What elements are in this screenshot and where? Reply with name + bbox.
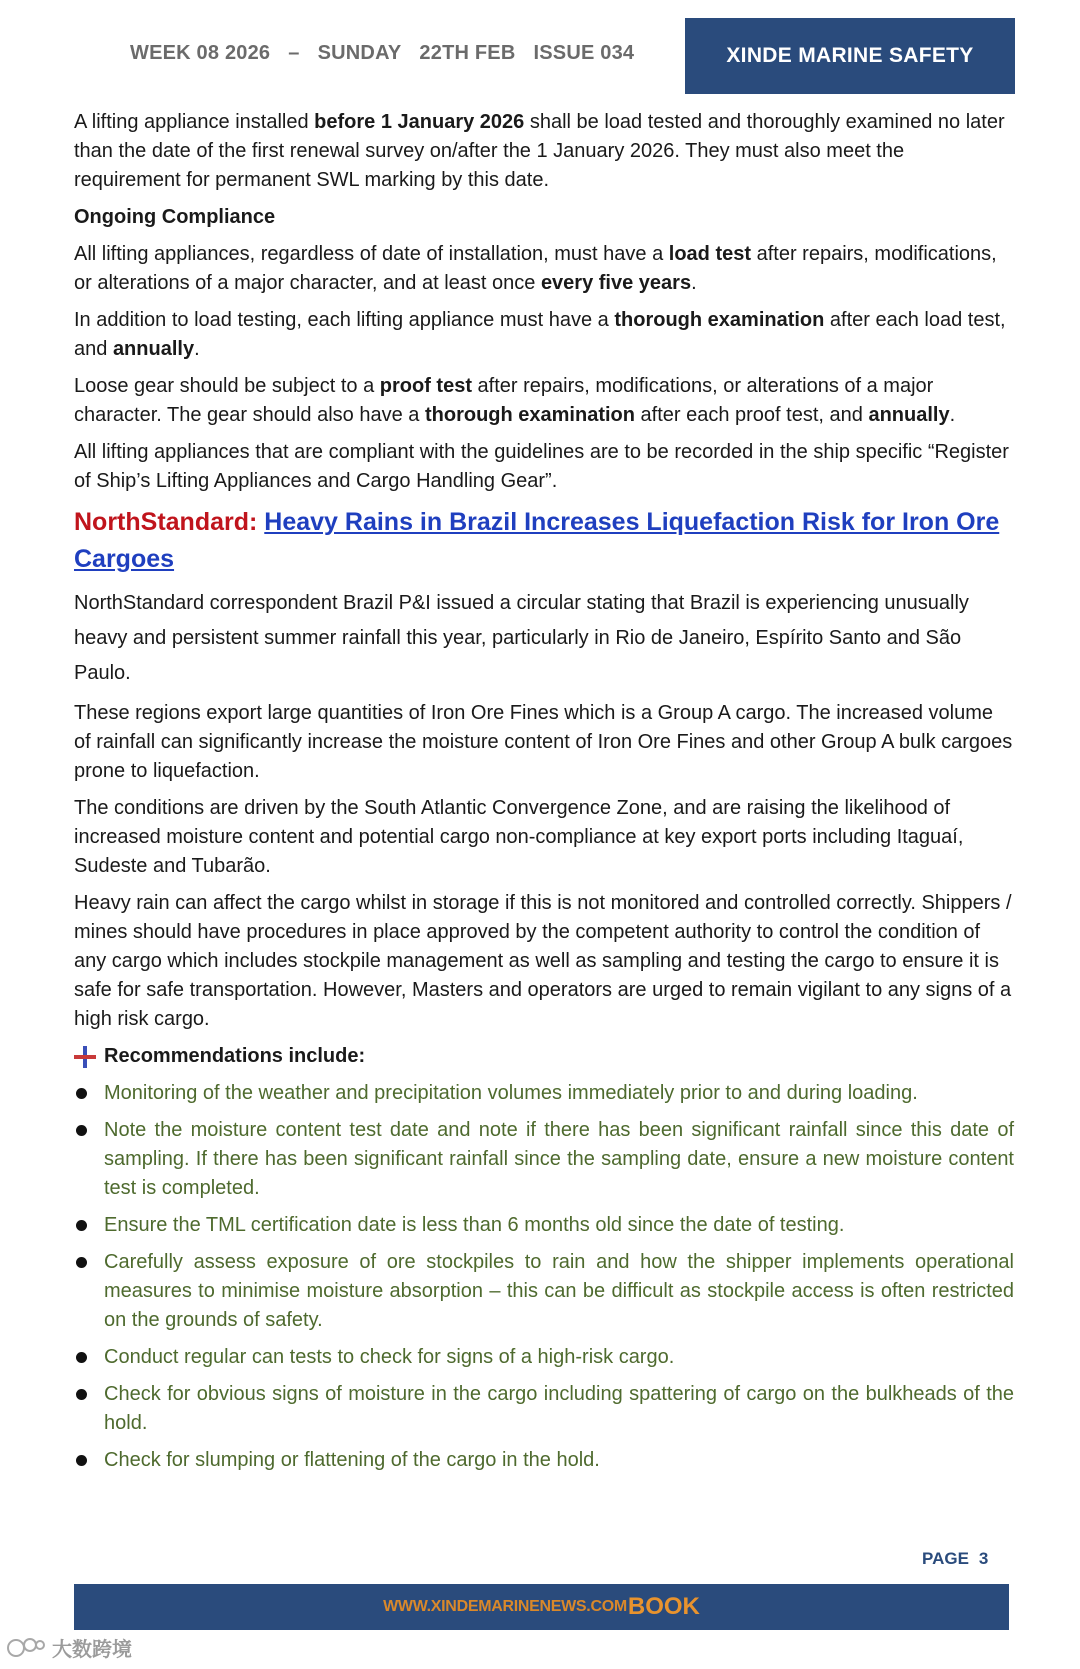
page-content	[74, 108, 1014, 1483]
page-number	[922, 1549, 988, 1569]
list-item: Ensure the TML certification date is less than 6 months old since the date of testing.	[74, 1211, 1014, 1240]
footer-url-link[interactable]: WWW.XINDEMARINENEWS.COM	[383, 1598, 627, 1615]
footer-bar	[74, 1584, 1009, 1630]
register-paragraph: All lifting appliances that are compliant with the guidelines are to be recorded in the ship specific “Register of Ship’s Lifting Appliances and Cargo Handling Gear”.	[74, 441, 1009, 492]
article-paragraph-4: Heavy rain can affect the cargo whilst in storage if this is not monitored and controlled correctly. Shippers / mines should have procedures in place approved by the competent authority to control the condition of any cargo which includes stockpile management as well as sampling and testing the cargo to ensure it is safe for safe transportation. However, Masters and operators are urged to remain vigilant to any signs of a high risk cargo.	[74, 892, 1012, 1030]
page-label: PAGE	[922, 1549, 969, 1568]
page-value: 3	[978, 1549, 989, 1568]
brand-banner	[685, 18, 1015, 94]
list-item: Conduct regular can tests to check for signs of a high-risk cargo.	[74, 1343, 1014, 1372]
bullet-icon	[76, 1125, 87, 1136]
date-label: 22TH FEB	[419, 42, 516, 64]
watermark-text: 大数跨境	[52, 1639, 132, 1661]
bullet-icon	[76, 1389, 87, 1400]
list-item: Monitoring of the weather and precipitation volumes immediately prior to and during loading.	[74, 1079, 1014, 1108]
article-paragraph-2: These regions export large quantities of Iron Ore Fines which is a Group A cargo. The increased volume of rainfall can significantly increase the moisture content of Iron Ore Fines and other Group A bulk cargoes prone to liquefaction.	[74, 702, 1013, 782]
list-item: Note the moisture content test date and note if there has been significant rainfall since this date of sampling. If there has been significant rainfall since the sampling date, ensure a new moisture content test is completed.	[74, 1116, 1014, 1203]
bullet-icon	[76, 1257, 87, 1268]
bullet-icon	[76, 1088, 87, 1099]
bullet-icon	[76, 1352, 87, 1363]
bullet-icon	[76, 1220, 87, 1231]
article-title	[74, 504, 1014, 578]
cross-arrow-icon	[74, 1046, 96, 1068]
article-paragraph-3: The conditions are driven by the South Atlantic Convergence Zone, and are raising the likelihood of increased moisture content and potential cargo non-compliance at key export ports including Itaguaí, Sudeste and Tubarão.	[74, 797, 964, 877]
recommendations-list	[74, 1079, 1014, 1475]
watermark-logo-icon	[6, 1635, 46, 1661]
loose-gear-paragraph: Loose gear should be subject to a proof test after repairs, modifications, or alterations of a major character. The gear should also have a thorough examination after each proof test, and annually.	[74, 375, 956, 426]
bullet-icon	[76, 1455, 87, 1466]
watermark	[6, 1633, 132, 1662]
list-item: Check for obvious signs of moisture in the cargo including spattering of cargo on the bulkheads of the hold.	[74, 1380, 1014, 1438]
examination-paragraph: In addition to load testing, each lifting appliance must have a thorough examination after each load test, and annually.	[74, 309, 1006, 360]
article-source: NorthStandard:	[74, 508, 258, 536]
article-paragraph-1: NorthStandard correspondent Brazil P&I issued a circular stating that Brazil is experiencing unusually heavy and persistent summer rainfall this year, particularly in Rio de Janeiro, Espírito Santo and São Paulo.	[74, 592, 969, 684]
week-label: WEEK 08 2026	[130, 42, 271, 64]
ongoing-compliance-heading: Ongoing Compliance	[74, 206, 276, 228]
recommendations-heading	[74, 1042, 1014, 1071]
recommendations-heading-text: Recommendations include:	[104, 1045, 366, 1067]
load-test-paragraph: All lifting appliances, regardless of date of installation, must have a load test after repairs, modifications, or alterations of a major character, and at least once every five years.	[74, 243, 997, 294]
list-item: Check for slumping or flattening of the cargo in the hold.	[74, 1446, 1014, 1475]
separator: –	[288, 42, 300, 64]
issue-label: ISSUE 034	[533, 42, 635, 64]
footer-book-label: BOOK	[627, 1593, 700, 1620]
issue-info	[130, 42, 652, 65]
list-item: Carefully assess exposure of ore stockpiles to rain and how the shipper implements operational measures to minimise moisture absorption – this can be difficult as stockpile access is often restricted on the grounds of safety.	[74, 1248, 1014, 1335]
day-label: SUNDAY	[317, 42, 402, 64]
article-title-link[interactable]: Heavy Rains in Brazil Increases Liquefaction Risk for Iron Ore Cargoes	[74, 508, 1000, 573]
brand-title: XINDE MARINE SAFETY	[726, 44, 974, 67]
intro-paragraph: A lifting appliance installed before 1 January 2026 shall be load tested and thoroughly examined no later than the date of the first renewal survey on/after the 1 January 2026. They must also meet the requirement for permanent SWL marking by this date.	[74, 111, 1005, 191]
